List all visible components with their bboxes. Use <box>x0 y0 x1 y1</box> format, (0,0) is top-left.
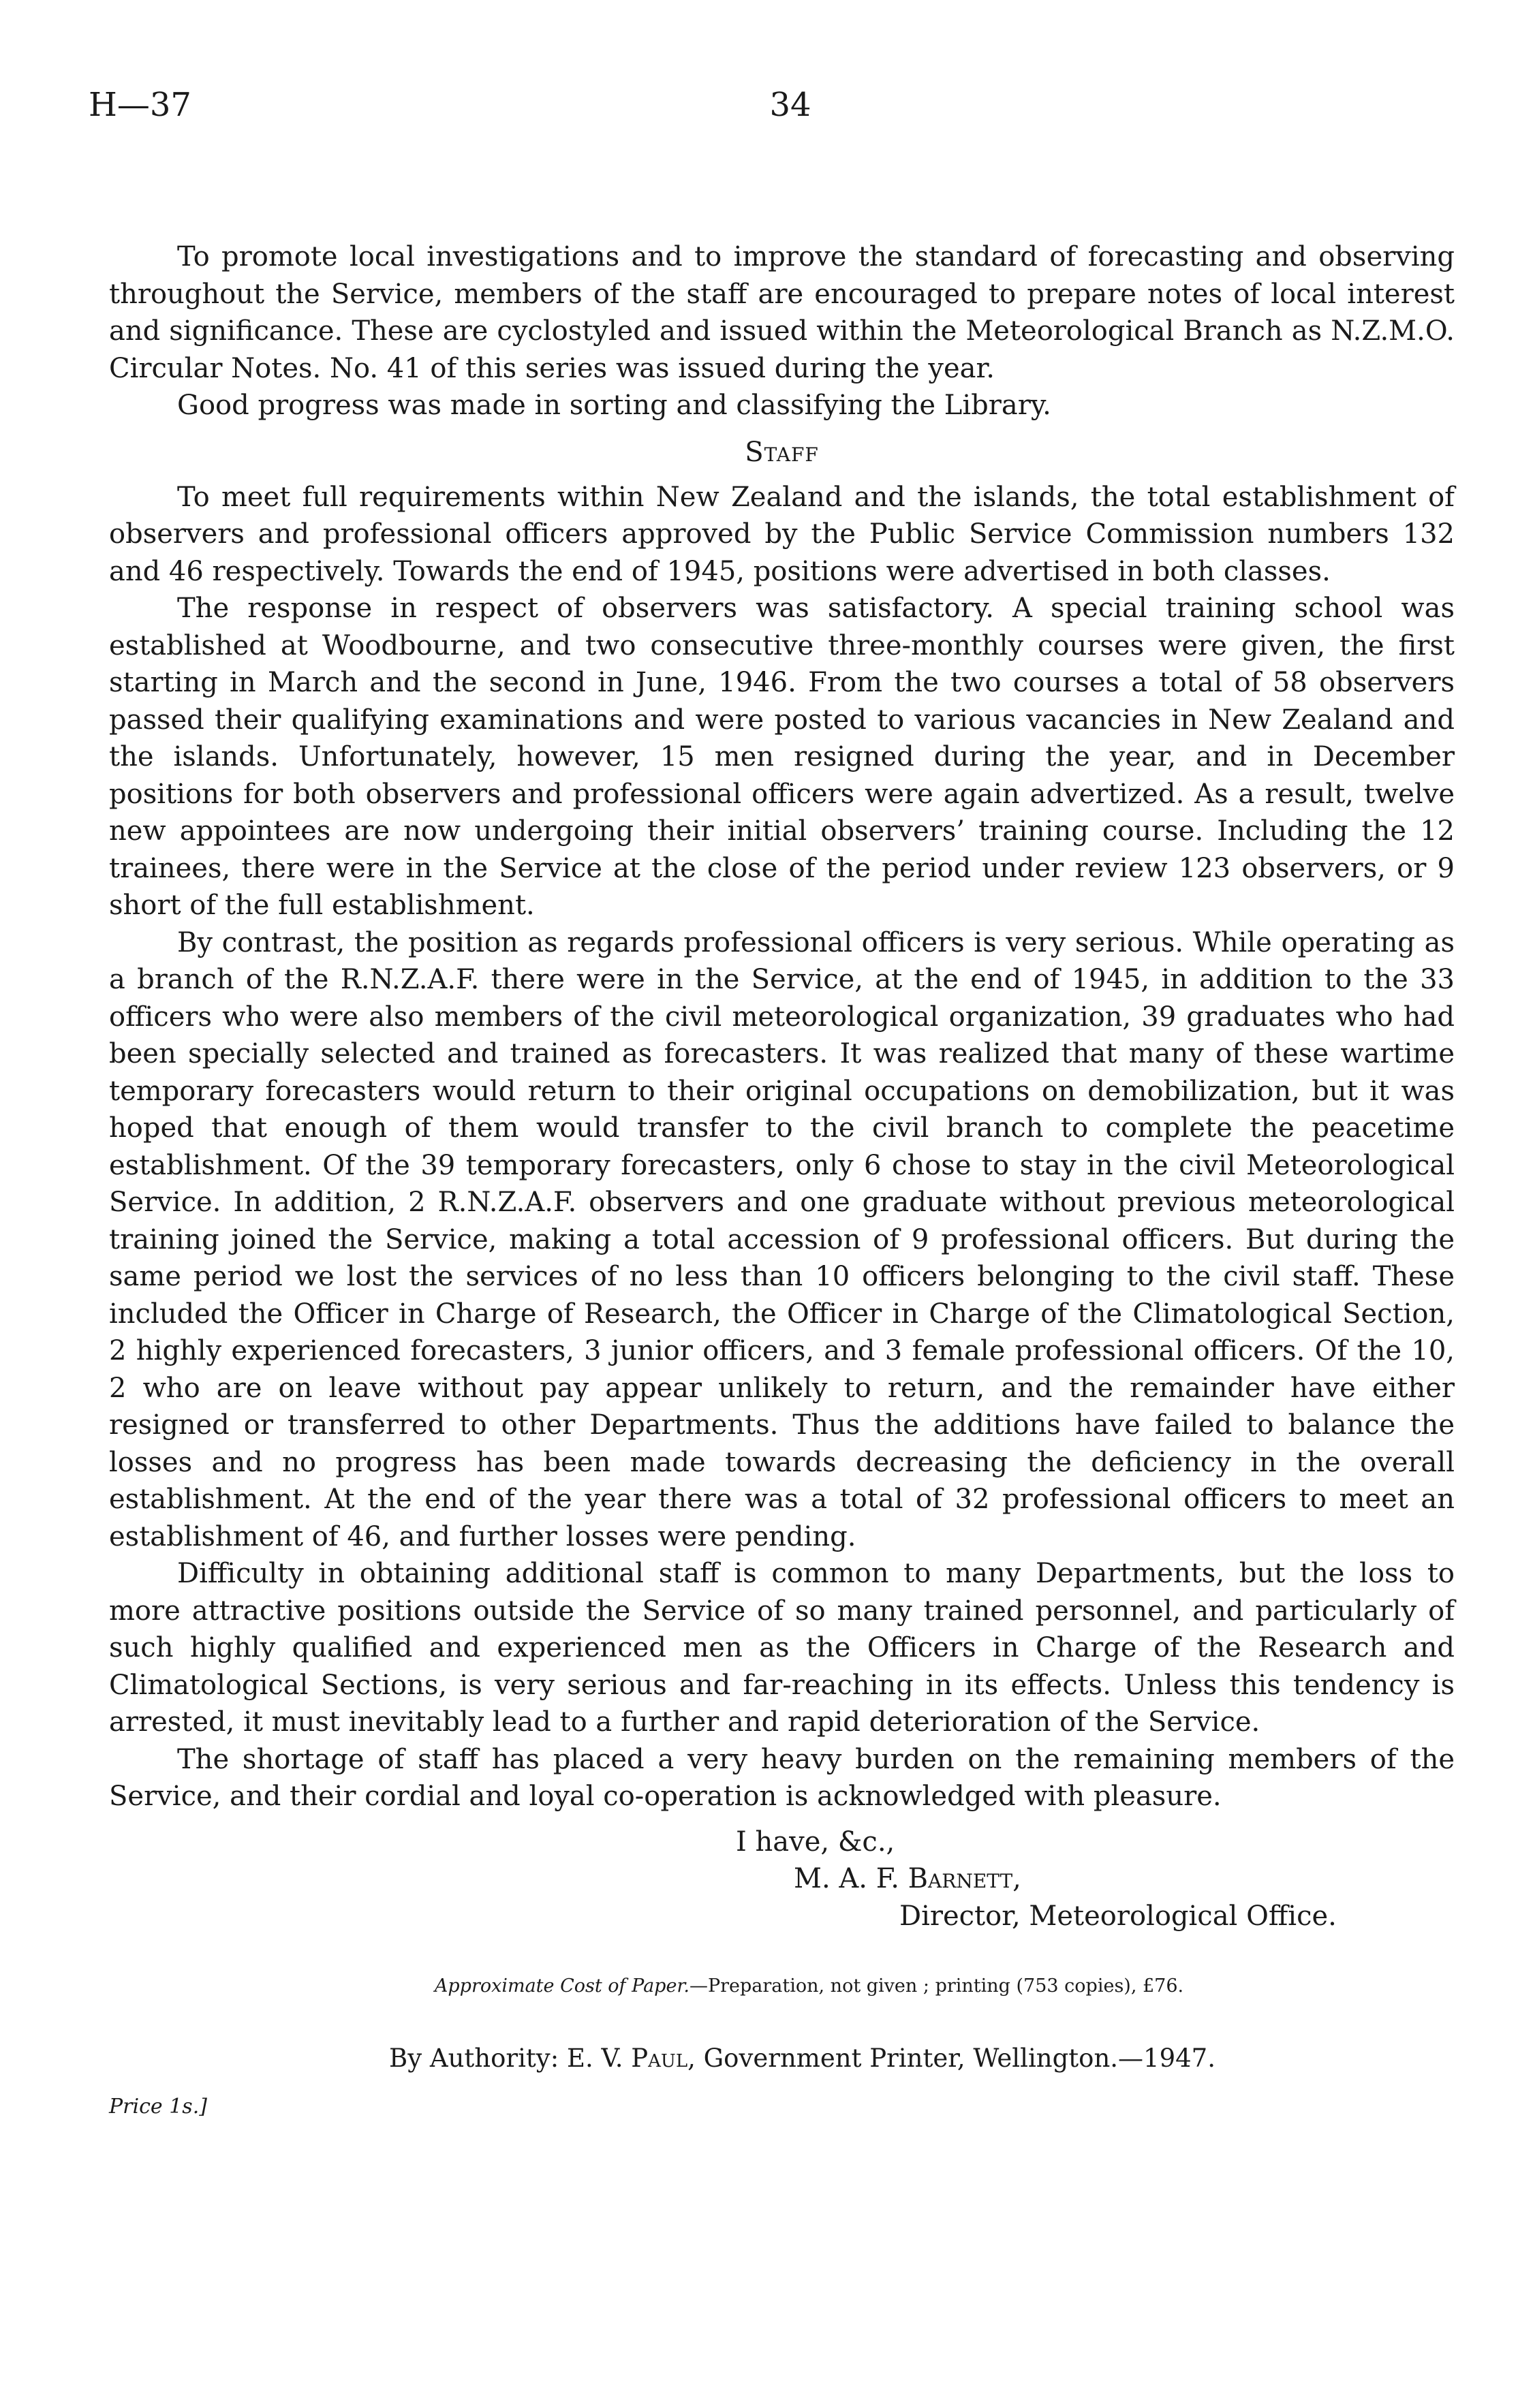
printer-name: E. V. Paul, <box>566 2044 696 2073</box>
paragraph: To promote local investigations and to improve the standard of forecasting and observing throughout the Service, members of the staff are encouraged to prepare notes of local interest and significance. These are cyclostyled and issued within the Meteorological Branch as N.Z.M.O. Circular Notes. No. 41 of this series was issued during the year. <box>109 241 1455 384</box>
imprint-prefix: By Authority: <box>389 2044 559 2073</box>
paragraph: By contrast, the position as regards professional officers is very serious. While operating as a branch of the R.N.Z.A.F. there were in the Service, at the end of 1945, in addition to the 33 officers who were also members of the civil meteorological organization, 39 graduates who had been specially selected and trained as forecasters. It was realized that many of these wartime temporary forecasters would return to their original occupations on demobilization, but it was hoped that enough of them would transfer to the civil branch to complete the peacetime establishment. Of the 39 temporary forecasters, only 6 chose to stay in the civil Meteorological Service. In addition, 2 R.N.Z.A.F. observers and one graduate without previous meteorological training joined the Service, making a total accession of 9 professional officers. But during the same period we lost the services of no less than 10 officers belonging to the civil staff. These included the Officer in Charge of Research, the Officer in Charge of the Climatological Section, 2 highly experienced forecasters, 3 junior officers, and 3 female professional officers. Of the 10, 2 who are on leave without pay appear unlikely to return, and the remainder have either resigned or transferred to other Departments. Thus the additions have failed to balance the losses and no progress has been made towards decreasing the deficiency in the overall establishment. At the end of the year there was a total of 32 professional officers to meet an establishment of 46, and further losses were pending. <box>109 926 1455 1552</box>
document-page <box>89 75 1455 2118</box>
imprint-suffix: Government Printer, Wellington.—1947. <box>703 2044 1215 2073</box>
page-header <box>89 75 1455 136</box>
document-reference: H—37 <box>89 86 191 124</box>
paragraph: Difficulty in obtaining additional staff is common to many Departments, but the loss to more attractive positions outside the Service of so many trained personnel, and particularly of such highly qualified and experienced men as the Officers in Charge of the Research and Climatological Sections, is very serious and far-reaching in its effects. Unless this tendency is arrested, it must inevitably lead to a further and rapid deterioration of the Service. <box>109 1558 1455 1738</box>
signatory-title: Director, Meteorological Office. <box>899 1900 1337 1932</box>
paragraph: The shortage of staff has placed a very heavy burden on the remaining members of the Service, and their cordial and loyal co-operation is acknowledged with pleasure. <box>109 1743 1455 1812</box>
body-text <box>109 238 1455 1815</box>
signatory-name: M. A. F. Barnett, <box>794 1863 1021 1894</box>
closing-block <box>109 1824 1455 1935</box>
cost-note-text: —Preparation, not given ; printing (753 copies), £76. <box>689 1975 1184 1997</box>
paragraph: Good progress was made in sorting and classifying the Library. <box>177 390 1051 421</box>
signatory <box>109 1860 1455 1898</box>
cost-note-label: Approximate Cost of Paper. <box>434 1975 690 1997</box>
paragraph: To meet full requirements within New Zealand and the islands, the total establishment of observers and professional officers approved by the Public Service Commission numbers 132 and 46 respectively. Towards the end of 1945, positions were advertised in both classes. <box>109 481 1455 587</box>
salutation: I have, &c., <box>736 1826 895 1858</box>
page-number: 34 <box>769 86 811 124</box>
paragraph: The response in respect of observers was satisfactory. A special training school was established at Woodbourne, and two consecutive three-monthly courses were given, the first starting in March and the second in June, 1946. From the two courses a total of 58 observers passed their qualifying examinations and were posted to various vacancies in New Zealand and the islands. Unfortunately, however, 15 men resigned during the year, and in December positions for both observers and professional officers were again advertized. As a result, twelve new appointees are now undergoing their initial observers’ training course. Including the 12 trainees, there were in the Service at the close of the period under review 123 observers, or 9 short of the full establishment. <box>109 593 1455 921</box>
printer-imprint <box>109 2044 1455 2073</box>
cost-note <box>109 1974 1455 1999</box>
section-title: Staff <box>745 436 819 468</box>
price-note: Price 1s.] <box>109 2095 207 2118</box>
